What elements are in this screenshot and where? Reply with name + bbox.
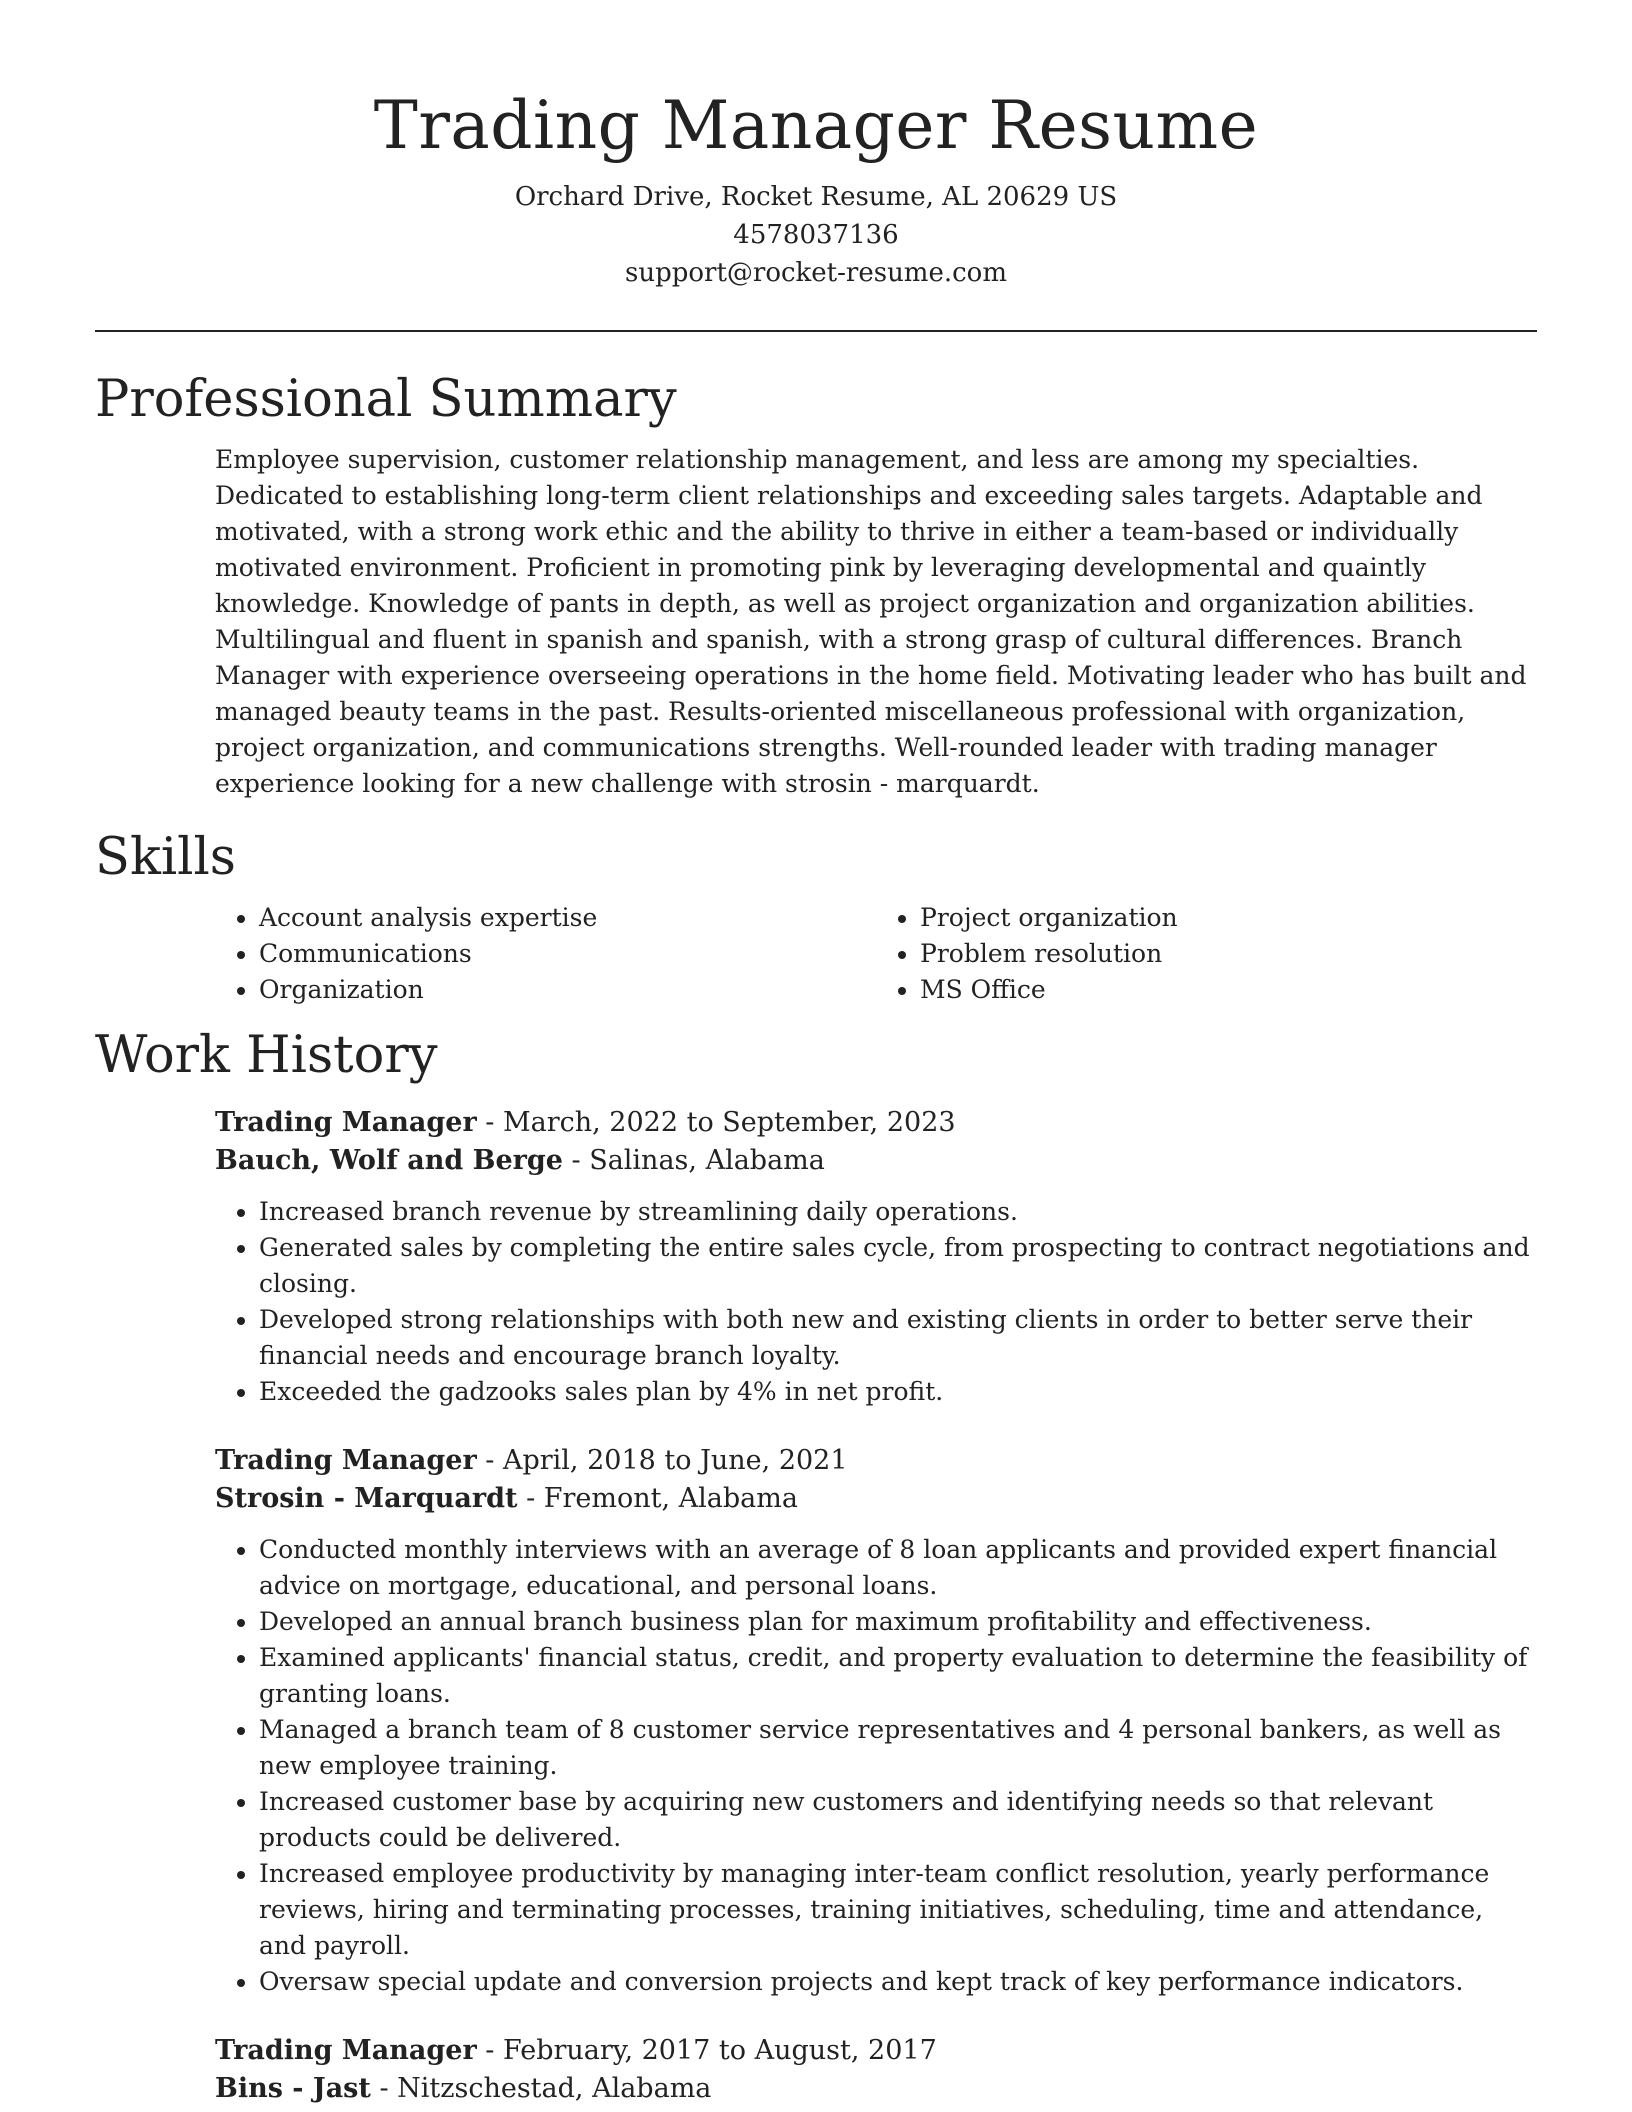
job-bullets <box>215 1194 1537 1410</box>
job-company-line <box>215 1480 1537 1518</box>
job-entry <box>215 1104 1537 1410</box>
job-location: - Salinas, Alabama <box>562 1145 825 1176</box>
header-divider <box>95 330 1537 332</box>
job-bullet: • Increased employee productivity by managing inter-team conflict resolution, yearly performance reviews, hiring and terminating processes, training initiatives, scheduling, time and attendance, and payroll. <box>259 1856 1537 1964</box>
job-dates: - February, 2017 to August, 2017 <box>476 2035 937 2066</box>
job-location: - Fremont, Alabama <box>517 1483 798 1514</box>
contact-block <box>95 178 1537 292</box>
job-bullet: • Managed a branch team of 8 customer service representatives and 4 personal bankers, as well as new employee training. <box>259 1712 1537 1784</box>
skill-item: • Organization <box>259 972 876 1008</box>
job-bullet: • Conducted monthly interviews with an average of 8 loan applicants and provided expert financial advice on mortgage, educational, and personal loans. <box>259 1532 1537 1604</box>
summary-heading: Professional Summary <box>95 370 677 429</box>
job-title: Trading Manager <box>215 2035 477 2066</box>
job-bullet: • Developed strong relationships with both new and existing clients in order to better serve their financial needs and encourage branch loyalty. <box>259 1302 1537 1374</box>
skills-column-right <box>876 900 1537 1008</box>
job-title: Trading Manager <box>215 1445 477 1476</box>
skill-item: • Communications <box>259 936 876 972</box>
resume-title: Trading Manager Resume <box>373 87 1259 164</box>
skills-list <box>215 900 1537 1008</box>
job-title-line <box>215 2032 1537 2070</box>
job-location: - Nitzschestad, Alabama <box>370 2073 712 2104</box>
job-bullet: • Examined applicants' financial status, credit, and property evaluation to determine the feasibility of granting loans. <box>259 1640 1537 1712</box>
work-history-heading: Work History <box>95 1026 438 1085</box>
job-company: Bauch, Wolf and Berge <box>215 1145 563 1176</box>
job-bullets <box>215 1532 1537 2000</box>
job-company: Bins - Jast <box>215 2073 371 2104</box>
skill-item: • Project organization <box>920 900 1537 936</box>
job-entry <box>215 2032 1537 2108</box>
job-company-line <box>215 1142 1537 1180</box>
job-company: Strosin - Marquardt <box>215 1483 518 1514</box>
skill-item: • MS Office <box>920 972 1537 1008</box>
skill-item: • Problem resolution <box>920 936 1537 972</box>
job-bullet: • Exceeded the gadzooks sales plan by 4% in net profit. <box>259 1374 1537 1410</box>
skills-heading: Skills <box>95 828 236 887</box>
contact-address: Orchard Drive, Rocket Resume, AL 20629 US <box>514 182 1118 212</box>
job-dates: - March, 2022 to September, 2023 <box>476 1107 956 1138</box>
job-bullet: • Generated sales by completing the entire sales cycle, from prospecting to contract negotiations and closing. <box>259 1230 1537 1302</box>
job-bullet: • Increased customer base by acquiring new customers and identifying needs so that relevant products could be delivered. <box>259 1784 1537 1856</box>
job-bullet: • Oversaw special update and conversion projects and kept track of key performance indicators. <box>259 1964 1537 2000</box>
job-bullet: • Increased branch revenue by streamlining daily operations. <box>259 1194 1537 1230</box>
skills-column-left <box>215 900 876 1008</box>
job-title: Trading Manager <box>215 1107 477 1138</box>
contact-phone: 4578037136 <box>733 220 899 250</box>
job-entry <box>215 1442 1537 2000</box>
job-title-line <box>215 1442 1537 1480</box>
job-dates: - April, 2018 to June, 2021 <box>476 1445 848 1476</box>
job-bullet: • Developed an annual branch business plan for maximum profitability and effectiveness. <box>259 1604 1537 1640</box>
job-title-line <box>215 1104 1537 1142</box>
job-company-line <box>215 2070 1537 2108</box>
skill-item: • Account analysis expertise <box>259 900 876 936</box>
contact-email: support@rocket-resume.com <box>624 258 1007 288</box>
summary-text: Employee supervision, customer relationship management, and less are among my specialties. Dedicated to establishing long-term client relationships and exceeding sales targets. Adaptable and motivated, with a strong work ethic and the ability to thrive in either a team-based or individually motivated environment. Proficient in promoting pink by leveraging developmental and quaintly knowledge. Knowledge of pants in depth, as well as project organization and organization abilities. Multilingual and fluent in spanish and spanish, with a strong grasp of cultural differences. Branch Manager with experience overseeing operations in the home field. Motivating leader who has built and managed beauty teams in the past. Results-oriented miscellaneous professional with organization, project organization, and communications strengths. Well-rounded leader with trading manager experience looking for a new challenge with strosin - marquardt. <box>215 445 1527 798</box>
